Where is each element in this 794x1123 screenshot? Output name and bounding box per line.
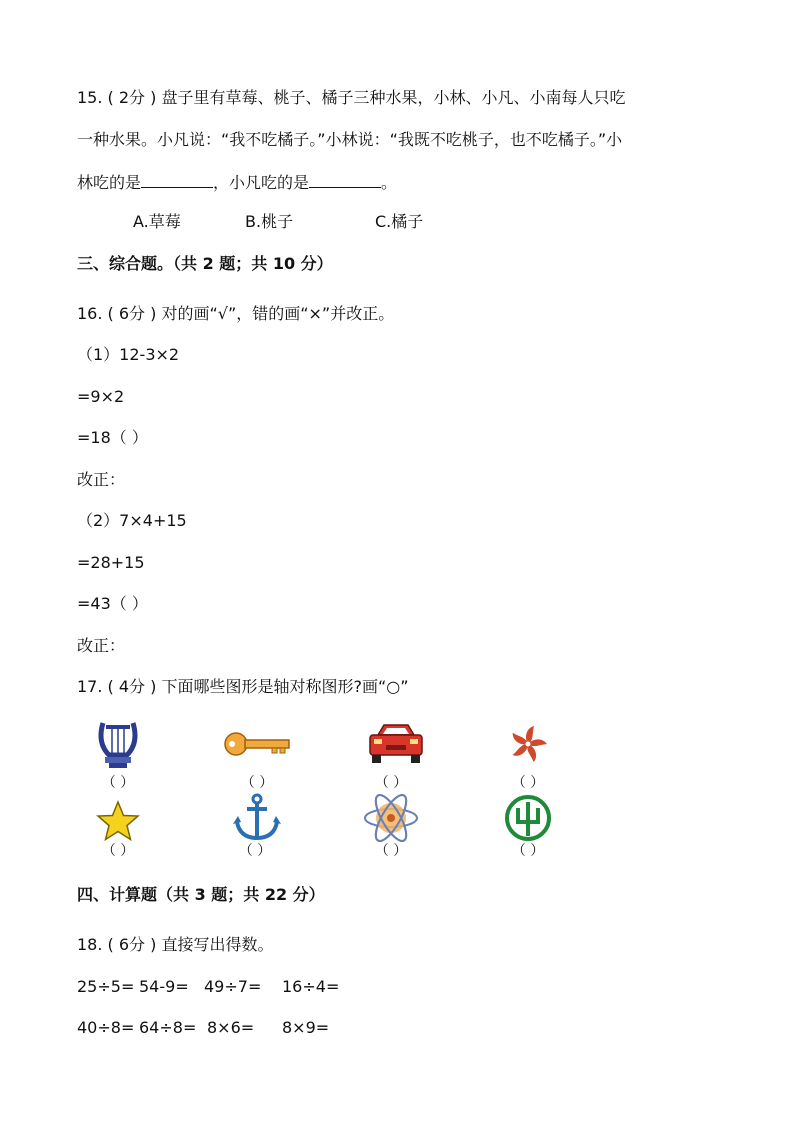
bank-logo-icon bbox=[493, 792, 563, 850]
q16-p2-line1: （2）7×4+15 bbox=[77, 511, 187, 530]
calc-item: 16÷4= bbox=[282, 977, 340, 996]
answer-blank-1[interactable] bbox=[141, 172, 213, 188]
lyre-icon bbox=[83, 717, 153, 775]
choice-c[interactable]: C.橘子 bbox=[375, 212, 424, 231]
q16-p1-line3: =18（ ） bbox=[77, 428, 148, 447]
answer-paren-6[interactable]: （ ） bbox=[238, 843, 272, 859]
section-3-title: 三、综合题。（共 2 题；共 10 分） bbox=[77, 254, 333, 273]
calc-item: 8×6= bbox=[207, 1018, 255, 1037]
calc-item: 49÷7= bbox=[204, 977, 262, 996]
answer-paren-3[interactable]: （ ） bbox=[374, 775, 408, 791]
answer-paren-2[interactable]: （ ） bbox=[240, 775, 274, 791]
flower-icon bbox=[493, 717, 563, 775]
q16-p1-line1: （1）12-3×2 bbox=[77, 345, 180, 364]
answer-blank-2[interactable] bbox=[309, 172, 381, 188]
calc-item: 54-9= bbox=[139, 977, 189, 996]
answer-paren-5[interactable]: （ ） bbox=[101, 843, 135, 859]
atom-icon bbox=[356, 792, 426, 850]
q15-line-3c: 。 bbox=[381, 173, 398, 192]
q16-p1-correction: 改正： bbox=[77, 470, 126, 489]
q15-line-3 bbox=[77, 172, 397, 193]
q18-header: 18. ( 6分 ) 直接写出得数。 bbox=[77, 935, 274, 954]
q15-line-1: 15. ( 2分 ) 盘子里有草莓、桃子、橘子三种水果，小林、小凡、小南每人只吃 bbox=[77, 88, 626, 107]
q15-line-2: 一种水果。小凡说：“我不吃橘子。”小林说：“我既不吃桃子，也不吃橘子。”小 bbox=[77, 130, 623, 149]
choice-a[interactable]: A.草莓 bbox=[133, 212, 181, 231]
calc-item: 40÷8= bbox=[77, 1018, 135, 1037]
answer-paren-8[interactable]: （ ） bbox=[511, 843, 545, 859]
answer-paren-7[interactable]: （ ） bbox=[374, 843, 408, 859]
q18-row-1 bbox=[77, 977, 339, 997]
key-icon bbox=[222, 717, 292, 775]
q18-row-2 bbox=[77, 1018, 329, 1038]
car-icon bbox=[361, 717, 431, 775]
anchor-icon bbox=[222, 792, 292, 850]
q15-line-3a: 林吃的是 bbox=[77, 173, 142, 192]
q15-choices bbox=[133, 212, 423, 232]
q16-p2-line3: =43（ ） bbox=[77, 594, 148, 613]
answer-paren-4[interactable]: （ ） bbox=[511, 775, 545, 791]
calc-item: 25÷5= bbox=[77, 977, 135, 996]
q16-header: 16. ( 6分 ) 对的画“√”，错的画“×”并改正。 bbox=[77, 304, 395, 323]
q16-p2-line2: =28+15 bbox=[77, 553, 145, 572]
section-4-title: 四、计算题（共 3 题；共 22 分） bbox=[77, 885, 325, 904]
q17-header: 17. ( 4分 ) 下面哪些图形是轴对称图形?画“○” bbox=[77, 677, 409, 696]
answer-paren-1[interactable]: （ ） bbox=[101, 775, 135, 791]
q16-p2-correction: 改正： bbox=[77, 636, 126, 655]
q16-p1-line2: =9×2 bbox=[77, 387, 125, 406]
calc-item: 8×9= bbox=[282, 1018, 330, 1037]
choice-b[interactable]: B.桃子 bbox=[245, 212, 294, 231]
q15-line-3b: ，小凡吃的是 bbox=[213, 173, 310, 192]
calc-item: 64÷8= bbox=[139, 1018, 197, 1037]
